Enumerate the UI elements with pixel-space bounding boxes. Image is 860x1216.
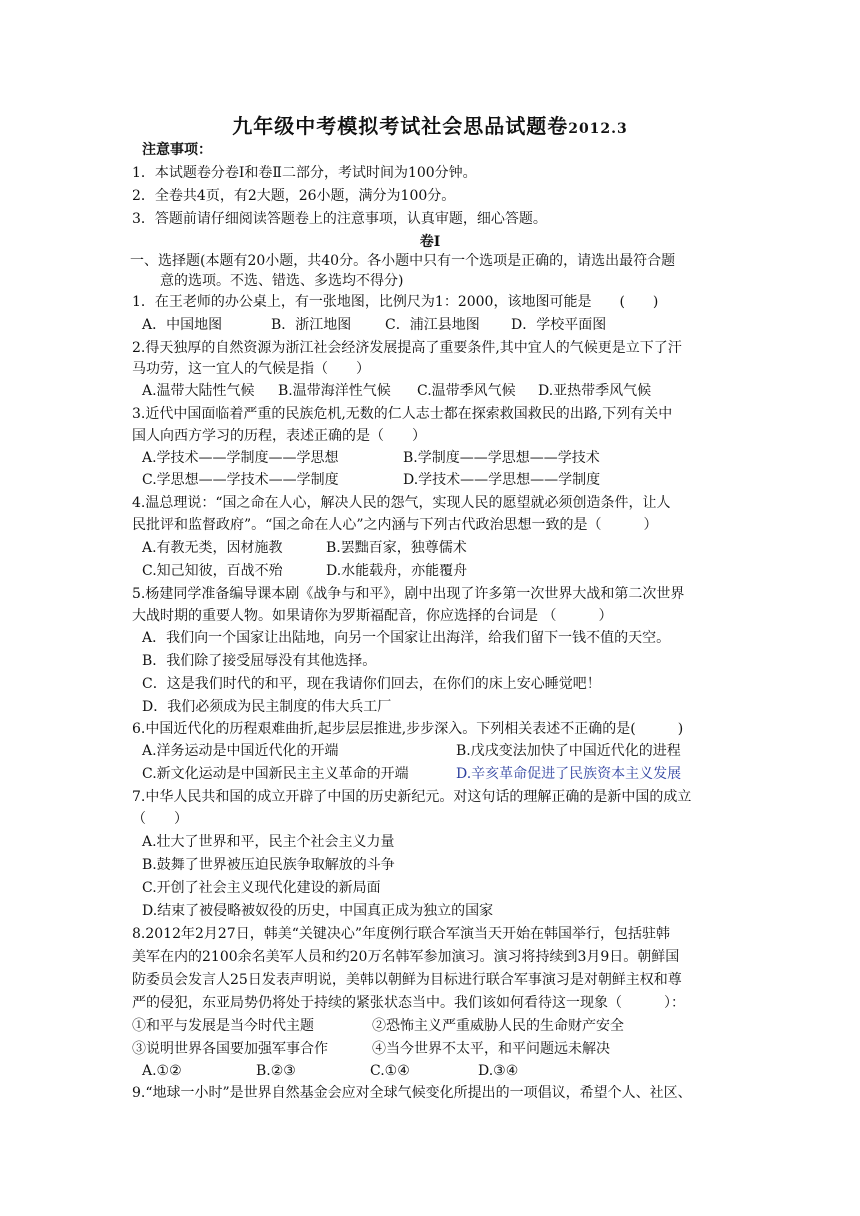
note-2: 2．全卷共4页，有2大题，26小题，满分为100分。 xyxy=(132,188,456,204)
q8-stem-1: 8.2012年2月27日，韩美“关键决心”年度例行联合军演当天开始在韩国举行，包括驻韩 xyxy=(132,926,671,942)
q7-option-b: B.鼓舞了世界被压迫民族争取解放的斗争 xyxy=(142,857,395,873)
q7-option-a: A.壮大了世界和平，民主个社会主义力量 xyxy=(142,834,395,850)
q1-option-a: A．中国地图 xyxy=(142,317,223,333)
q3-option-b: B.学制度——学思想——学技术 xyxy=(403,450,600,466)
q1-option-b: B．浙江地图 xyxy=(271,317,352,333)
section-heading: 卷Ⅰ xyxy=(419,234,441,250)
q2-stem-2: 马功劳，这一宜人的气候是指（ ） xyxy=(132,361,370,377)
q8-stem-4: 严的侵犯，东亚局势仍将处于持续的紧张状态当中。我们该如何看待这一现象（ ）： xyxy=(132,995,685,1011)
part1-line2: 意的选项。不选、错选、多选均不得分) xyxy=(160,273,404,289)
q8-item-1: ①和平与发展是当今时代主题 xyxy=(132,1018,314,1034)
q2-option-b: B.温带海洋性气候 xyxy=(278,383,391,399)
q4-stem-2: 民批评和监督政府”。“国之命在人心”之内涵与下列古代政治思想一致的是（ ） xyxy=(132,517,658,533)
q7-stem-1: 7.中华人民共和国的成立开辟了中国的历史新纪元。对这句话的理解正确的是新中国的成立 xyxy=(132,789,692,805)
q7-option-c: C.开创了社会主义现代化建设的新局面 xyxy=(142,880,381,896)
notes-heading: 注意事项： xyxy=(142,142,212,158)
q8-option-b: B.②③ xyxy=(256,1063,296,1079)
q7-option-d: D.结束了被侵略被奴役的历史，中国真正成为独立的国家 xyxy=(142,903,494,919)
q8-option-a: A.①② xyxy=(142,1063,182,1079)
q7-stem-2: （ ） xyxy=(132,811,188,827)
q5-option-b: B．我们除了接受屈辱没有其他选择。 xyxy=(142,653,377,669)
title-text: 九年级中考模拟考试社会思品试题卷 xyxy=(232,114,569,138)
q4-option-c: C.知己知彼，百战不殆 xyxy=(142,563,283,579)
q2-option-d: D.亚热带季风气候 xyxy=(538,383,652,399)
q3-option-a: A.学技术——学制度——学思想 xyxy=(142,450,339,466)
q6-option-d-text: D.辛亥革命促进了民族资本主义发展 xyxy=(456,766,682,782)
q2-option-c: C.温带季风气候 xyxy=(417,383,516,399)
q8-stem-3: 防委员会发言人25日发表声明说，美韩以朝鲜为目标进行联合军事演习是对朝鲜主权和尊 xyxy=(132,972,682,988)
q8-stem-2: 美军在内的2100余名美军人员和约20万名韩军参加演习。演习将持续到3月9日。朝鲜国 xyxy=(132,949,680,965)
q4-option-a: A.有教无类，因材施教 xyxy=(142,540,283,556)
q9-stem-1: 9.“地球一小时”是世界自然基金会应对全球气候变化所提出的一项倡议，希望个人、社区、 xyxy=(132,1085,692,1101)
q1-options xyxy=(142,315,606,335)
q4-option-d: D.水能载舟，亦能覆舟 xyxy=(326,563,468,579)
q1-option-d: D．学校平面图 xyxy=(511,317,607,333)
q8-item-2: ②恐怖主义严重威胁人民的生命财产安全 xyxy=(372,1018,624,1034)
note-1: 1．本试题卷分卷Ⅰ和卷Ⅱ二部分，考试时间为100分钟。 xyxy=(132,165,477,181)
q5-option-a: A．我们向一个国家让出陆地，向另一个国家让出海洋，给我们留下一钱不值的天空。 xyxy=(142,630,671,646)
q3-stem-1: 3.近代中国面临着严重的民族危机,无数的仁人志士都在探索救国救民的出路,下列有关中 xyxy=(132,406,673,422)
q6-option-a: A.洋务运动是中国近代化的开端 xyxy=(142,743,339,759)
q8-option-d: D.③④ xyxy=(478,1063,519,1079)
q5-option-c: C．这是我们时代的和平，现在我请你们回去，在你们的床上安心睡觉吧！ xyxy=(142,676,601,692)
q2-options xyxy=(142,381,651,401)
q2-option-a: A.温带大陆性气候 xyxy=(142,383,255,399)
q5-option-d: D．我们必须成为民主制度的伟大兵工厂 xyxy=(142,699,392,715)
q2-stem-1: 2.得天独厚的自然资源为浙江社会经济发展提高了重要条件,其中宜人的气候更是立下了汗 xyxy=(132,340,682,356)
q3-option-c: C.学思想——学技术——学制度 xyxy=(142,472,339,488)
q6-option-b: B.戊戌变法加快了中国近代化的进程 xyxy=(456,743,681,759)
q8-options xyxy=(142,1061,518,1081)
q8-option-c: C.①④ xyxy=(370,1063,410,1079)
page-title xyxy=(0,110,860,139)
q5-stem-2: 大战时期的重要人物。如果请你为罗斯福配音，你应选择的台词是 （ ） xyxy=(132,608,613,624)
q8-item-4: ④当今世界不太平，和平问题远未解决 xyxy=(372,1041,610,1057)
q6-option-c: C.新文化运动是中国新民主主义革命的开端 xyxy=(142,766,409,782)
q5-stem-1: 5.杨建同学准备编导课本剧《战争与和平》，剧中出现了许多第一次世界大战和第二次世界 xyxy=(132,586,685,602)
q1-option-c: C．浦江县地图 xyxy=(385,317,480,333)
q1-stem: 1．在王老师的办公桌上，有一张地图，比例尺为1：2000，该地图可能是 ( ) xyxy=(132,294,659,310)
title-year: 2012.3 xyxy=(568,121,628,137)
note-3: 3．答题前请仔细阅读答题卷上的注意事项，认真审题，细心答题。 xyxy=(132,211,547,227)
q8-item-3: ③说明世界各国要加强军事合作 xyxy=(132,1041,328,1057)
q3-stem-2: 国人向西方学习的历程，表述正确的是（ ） xyxy=(132,428,426,444)
part1-line1: 一、选择题(本题有20小题，共40分。各小题中只有一个选项是正确的，请选出最符合题 xyxy=(130,253,676,269)
q6-stem: 6.中国近代化的历程艰难曲折,起步层层推进,步步深入。下列相关表述不正确的是( ) xyxy=(132,721,684,737)
q4-option-b: B.罢黜百家，独尊儒术 xyxy=(326,540,467,556)
q3-option-d: D.学技术——学思想——学制度 xyxy=(403,472,601,488)
q4-stem-1: 4.温总理说：“国之命在人心，解决人民的怨气，实现人民的愿望就必须创造条件，让人 xyxy=(132,495,671,511)
q6-option-d xyxy=(456,764,681,784)
